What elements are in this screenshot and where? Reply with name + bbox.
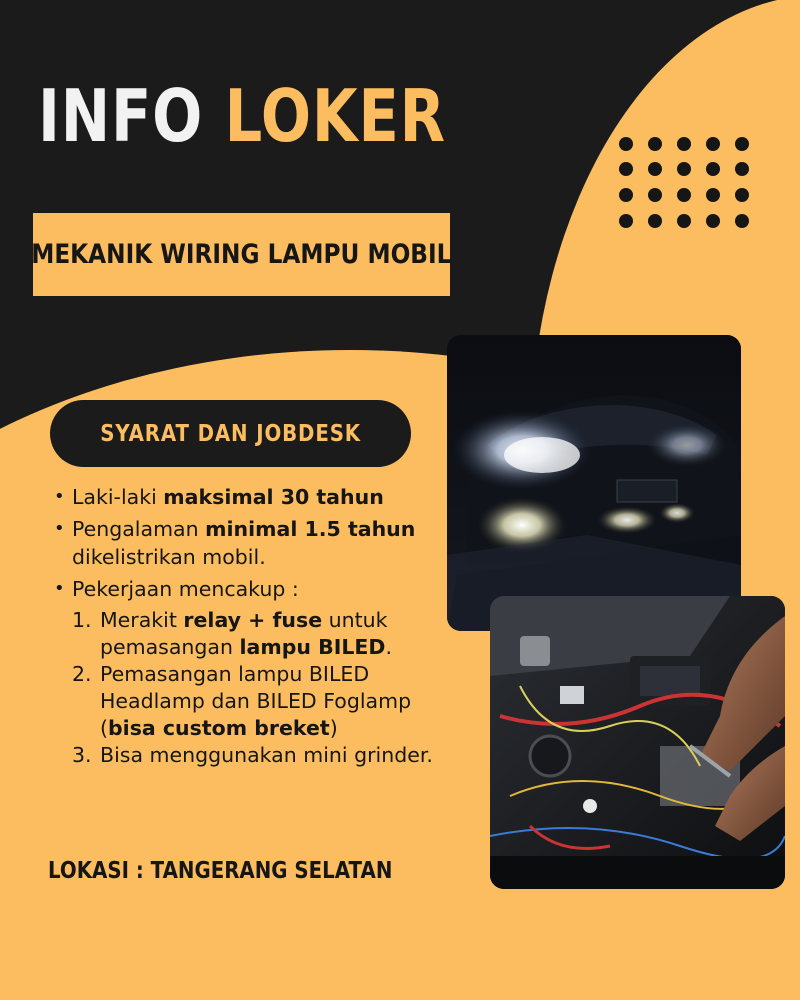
location-text: LOKASI : TANGERANG SELATAN (48, 858, 393, 884)
dot (648, 214, 662, 228)
dot (648, 137, 662, 151)
dot (677, 162, 691, 176)
task-bold: bisa custom breket (108, 716, 330, 740)
job-title: MEKANIK WIRING LAMPU MOBIL (31, 239, 452, 270)
dot (735, 137, 749, 151)
dot (619, 137, 633, 151)
dot-grid-decoration (619, 137, 749, 232)
list-item-text: Pengalaman (72, 517, 206, 541)
dot (619, 188, 633, 202)
task-number: 2. (72, 662, 92, 686)
task-bold: relay + fuse (183, 608, 323, 632)
dot (706, 188, 720, 202)
job-title-box (33, 213, 450, 296)
task-number: 1. (72, 608, 92, 632)
task-text: . (385, 635, 392, 659)
list-item-text: Laki-laki (72, 485, 164, 509)
task-text: ) (329, 716, 338, 740)
page-title (38, 74, 446, 158)
section-label-pill (50, 400, 411, 467)
dot (677, 188, 691, 202)
dot (619, 162, 633, 176)
section-label: SYARAT DAN JOBDESK (100, 420, 361, 447)
dot (735, 214, 749, 228)
list-item-bold: maksimal 30 tahun (163, 485, 384, 509)
dot (677, 137, 691, 151)
task-text: Bisa menggunakan mini grinder. (100, 743, 433, 767)
engine-wiring-photo (490, 596, 785, 889)
dot (706, 137, 720, 151)
list-item-bold: minimal 1.5 tahun (205, 517, 416, 541)
task-item (48, 742, 458, 769)
dot (735, 188, 749, 202)
task-item (48, 661, 458, 742)
dot (735, 162, 749, 176)
task-bold: lampu BILED (239, 635, 386, 659)
list-item-text: dikelistrikan mobil. (72, 545, 266, 569)
title-loker: LOKER (224, 74, 446, 158)
list-item (48, 483, 458, 511)
requirements-list (48, 483, 458, 769)
task-number: 3. (72, 743, 92, 767)
title-info: INFO (38, 74, 204, 158)
task-text: Merakit (100, 608, 184, 632)
task-text: Pemasangan lampu BILED Headlamp dan BILED Foglamp ( (100, 662, 412, 740)
engine-wiring-image (490, 596, 785, 889)
dot (648, 188, 662, 202)
list-item (48, 575, 458, 603)
task-item (48, 607, 458, 661)
car-headlights-image (447, 335, 741, 631)
dot (706, 162, 720, 176)
dot (619, 214, 633, 228)
dot (648, 162, 662, 176)
list-item-text: Pekerjaan mencakup : (72, 577, 299, 601)
task-text: untuk pemasangan (100, 608, 388, 659)
list-item (48, 515, 458, 571)
dot (706, 214, 720, 228)
car-headlights-photo (447, 335, 741, 631)
dot (677, 214, 691, 228)
